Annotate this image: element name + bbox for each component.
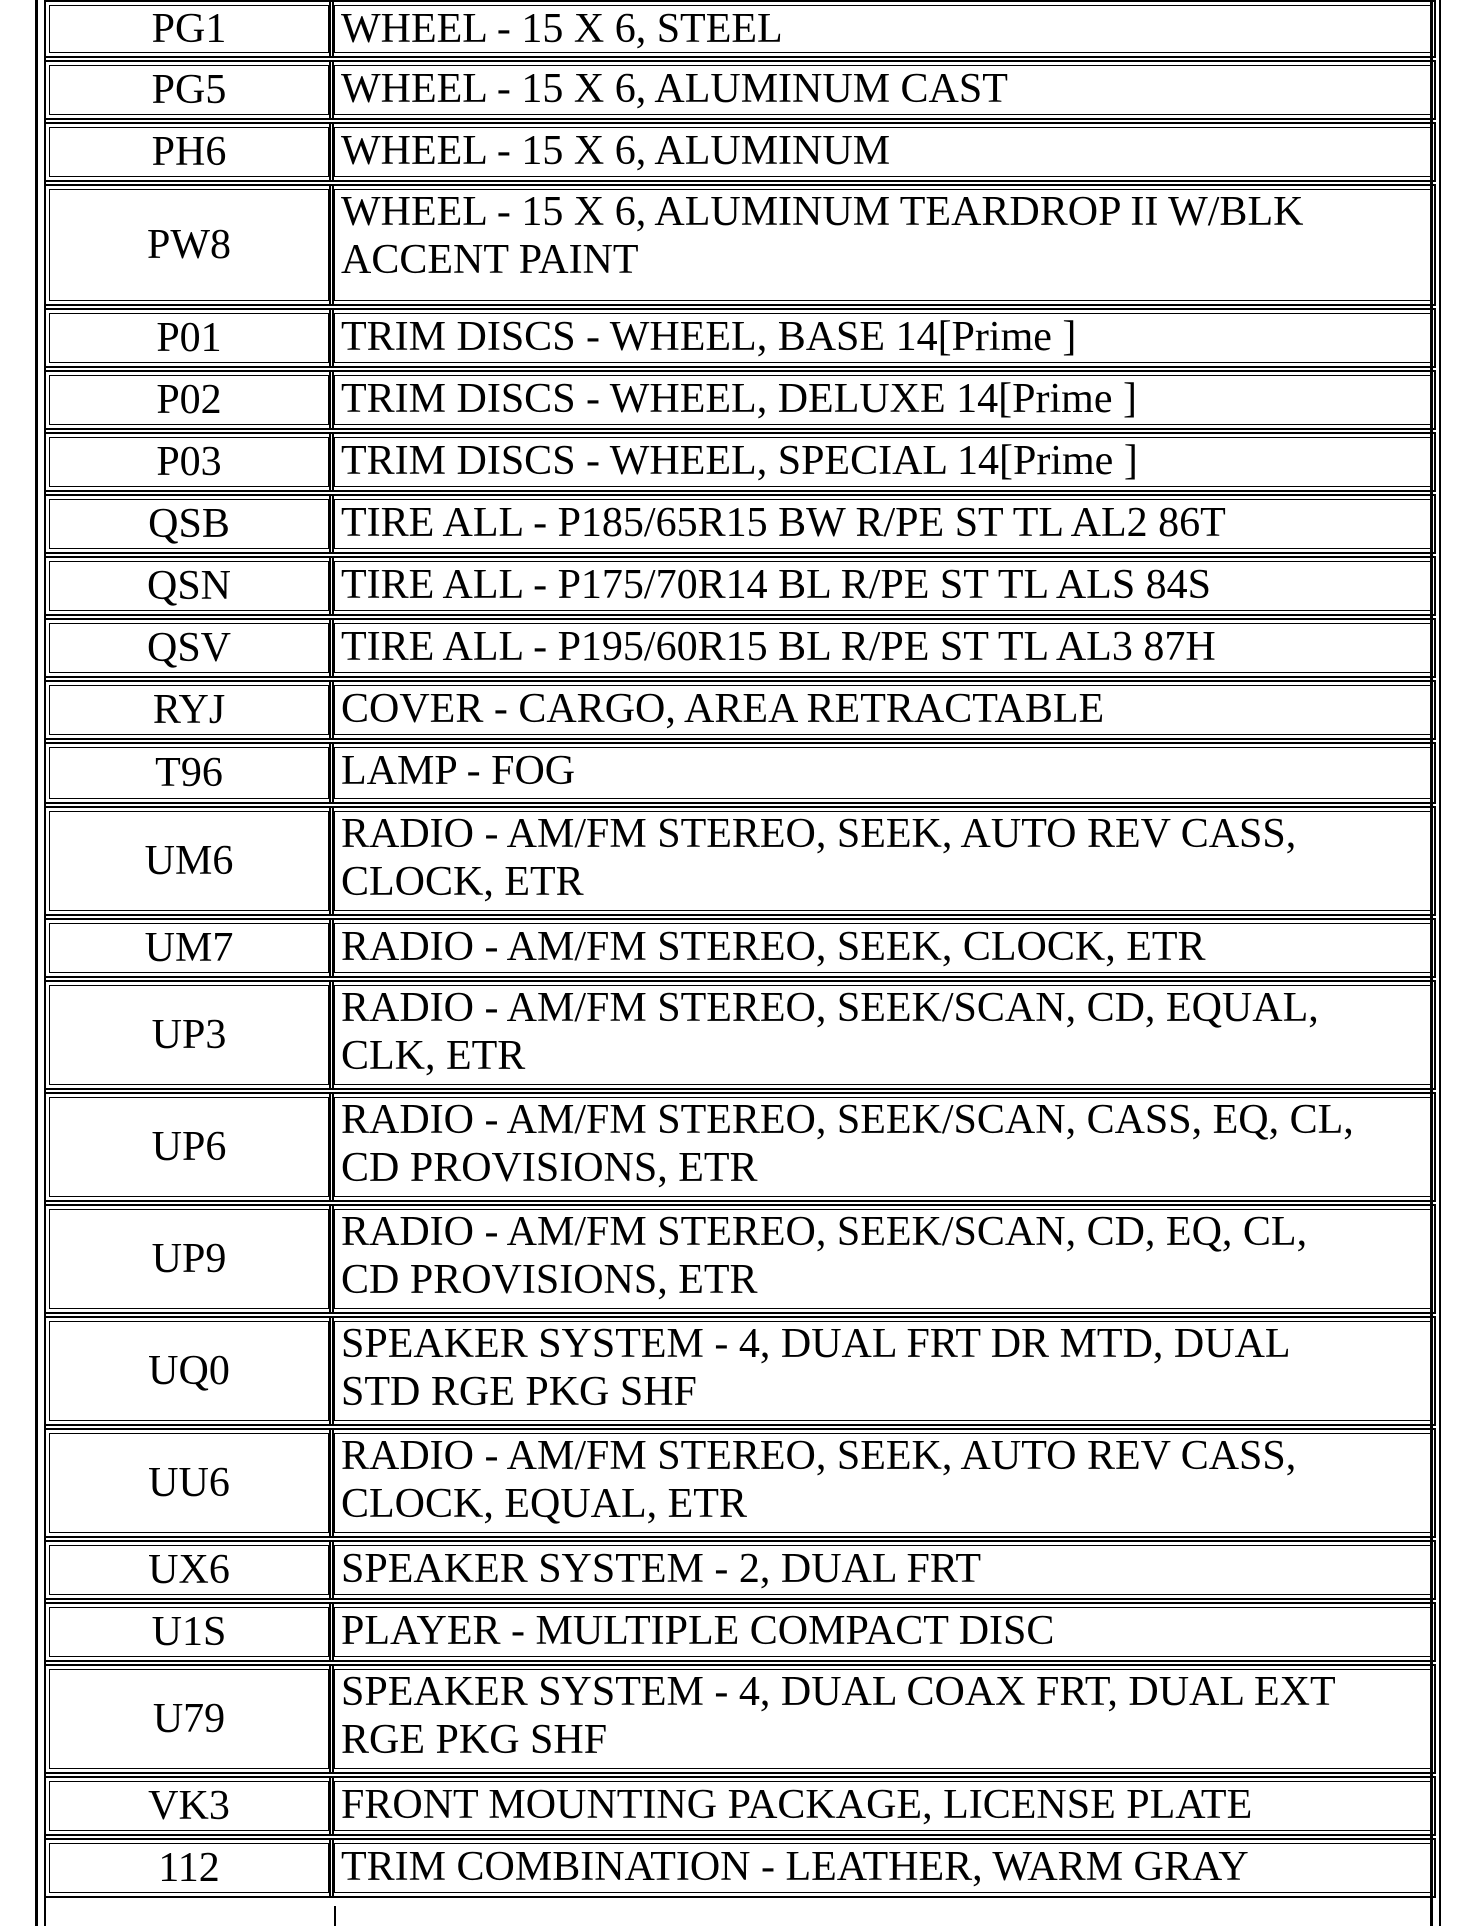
table-row — [44, 184, 1436, 306]
option-description-cell: TRIM DISCS - WHEEL, SPECIAL 14[Prime ] — [329, 432, 1436, 492]
option-code-cell: P01 — [44, 308, 334, 368]
option-code-cell: UP3 — [44, 980, 334, 1090]
table-row — [44, 308, 1436, 368]
option-code-cell: PW8 — [44, 184, 334, 306]
table-row — [44, 1316, 1436, 1426]
option-code-cell: UM7 — [44, 918, 334, 978]
left-frame-rule — [35, 0, 38, 1926]
table-row — [44, 0, 1436, 58]
option-description-cell: TRIM COMBINATION - LEATHER, WARM GRAY — [329, 1838, 1436, 1898]
table-continuation-rule — [44, 1906, 46, 1926]
table-row — [44, 918, 1436, 978]
option-code-cell: PG1 — [44, 0, 334, 58]
table-row — [44, 1664, 1436, 1774]
option-code-cell: QSB — [44, 494, 334, 554]
table-row — [44, 60, 1436, 120]
option-description-cell: RADIO - AM/FM STEREO, SEEK, CLOCK, ETR — [329, 918, 1436, 978]
table-row — [44, 1540, 1436, 1600]
option-code-cell: PH6 — [44, 122, 334, 182]
option-code-cell: QSV — [44, 618, 334, 678]
option-description-cell: SPEAKER SYSTEM - 2, DUAL FRT — [329, 1540, 1436, 1600]
table-row — [44, 432, 1436, 492]
option-description-cell: WHEEL - 15 X 6, ALUMINUM TEARDROP II W/BLK ACCENT PAINT — [329, 184, 1436, 306]
option-description-cell: WHEEL - 15 X 6, STEEL — [329, 0, 1436, 58]
option-code-cell: UP6 — [44, 1092, 334, 1202]
table-row — [44, 980, 1436, 1090]
table-row — [44, 556, 1436, 616]
option-description-cell: SPEAKER SYSTEM - 4, DUAL COAX FRT, DUAL EXT RGE PKG SHF — [329, 1664, 1436, 1774]
option-description-cell: TIRE ALL - P195/60R15 BL R/PE ST TL AL3 87H — [329, 618, 1436, 678]
option-description-cell: LAMP - FOG — [329, 742, 1436, 804]
table-row — [44, 122, 1436, 182]
option-description-cell: RADIO - AM/FM STEREO, SEEK/SCAN, CD, EQ, CL, CD PROVISIONS, ETR — [329, 1204, 1436, 1314]
option-description-cell: FRONT MOUNTING PACKAGE, LICENSE PLATE — [329, 1776, 1436, 1836]
option-code-cell: UP9 — [44, 1204, 334, 1314]
option-code-cell: UU6 — [44, 1428, 334, 1538]
option-code-cell: 112 — [44, 1838, 334, 1898]
option-description-cell: TIRE ALL - P175/70R14 BL R/PE ST TL ALS 84S — [329, 556, 1436, 616]
option-description-cell: PLAYER - MULTIPLE COMPACT DISC — [329, 1602, 1436, 1662]
table-continuation-rule — [334, 1906, 336, 1926]
option-code-cell: UQ0 — [44, 1316, 334, 1426]
option-code-cell: P03 — [44, 432, 334, 492]
option-code-cell: U1S — [44, 1602, 334, 1662]
option-code-cell: VK3 — [44, 1776, 334, 1836]
option-code-cell: P02 — [44, 370, 334, 430]
table-row — [44, 494, 1436, 554]
table-row — [44, 1838, 1436, 1898]
option-description-cell: RADIO - AM/FM STEREO, SEEK/SCAN, CD, EQUAL, CLK, ETR — [329, 980, 1436, 1090]
table-row — [44, 742, 1436, 804]
table-row — [44, 1428, 1436, 1538]
option-description-cell: RADIO - AM/FM STEREO, SEEK, AUTO REV CASS, CLOCK, ETR — [329, 806, 1436, 916]
option-description-cell: TRIM DISCS - WHEEL, DELUXE 14[Prime ] — [329, 370, 1436, 430]
table-row — [44, 1776, 1436, 1836]
option-code-cell: PG5 — [44, 60, 334, 120]
option-description-cell: COVER - CARGO, AREA RETRACTABLE — [329, 680, 1436, 740]
option-description-cell: RADIO - AM/FM STEREO, SEEK/SCAN, CASS, EQ, CL, CD PROVISIONS, ETR — [329, 1092, 1436, 1202]
option-description-cell: TRIM DISCS - WHEEL, BASE 14[Prime ] — [329, 308, 1436, 368]
option-description-cell: WHEEL - 15 X 6, ALUMINUM — [329, 122, 1436, 182]
table-row — [44, 1092, 1436, 1202]
option-code-cell: UM6 — [44, 806, 334, 916]
table-row — [44, 680, 1436, 740]
option-description-cell: WHEEL - 15 X 6, ALUMINUM CAST — [329, 60, 1436, 120]
option-code-cell: U79 — [44, 1664, 334, 1774]
table-row — [44, 806, 1436, 916]
table-row — [44, 1602, 1436, 1662]
option-code-cell: QSN — [44, 556, 334, 616]
option-description-cell: RADIO - AM/FM STEREO, SEEK, AUTO REV CASS, CLOCK, EQUAL, ETR — [329, 1428, 1436, 1538]
option-code-cell: T96 — [44, 742, 334, 804]
table-row — [44, 618, 1436, 678]
table-row — [44, 1204, 1436, 1314]
option-code-cell: RYJ — [44, 680, 334, 740]
option-description-cell: TIRE ALL - P185/65R15 BW R/PE ST TL AL2 86T — [329, 494, 1436, 554]
right-frame-rule — [1439, 0, 1441, 1926]
table-row — [44, 370, 1436, 430]
option-description-cell: SPEAKER SYSTEM - 4, DUAL FRT DR MTD, DUAL STD RGE PKG SHF — [329, 1316, 1436, 1426]
option-code-cell: UX6 — [44, 1540, 334, 1600]
